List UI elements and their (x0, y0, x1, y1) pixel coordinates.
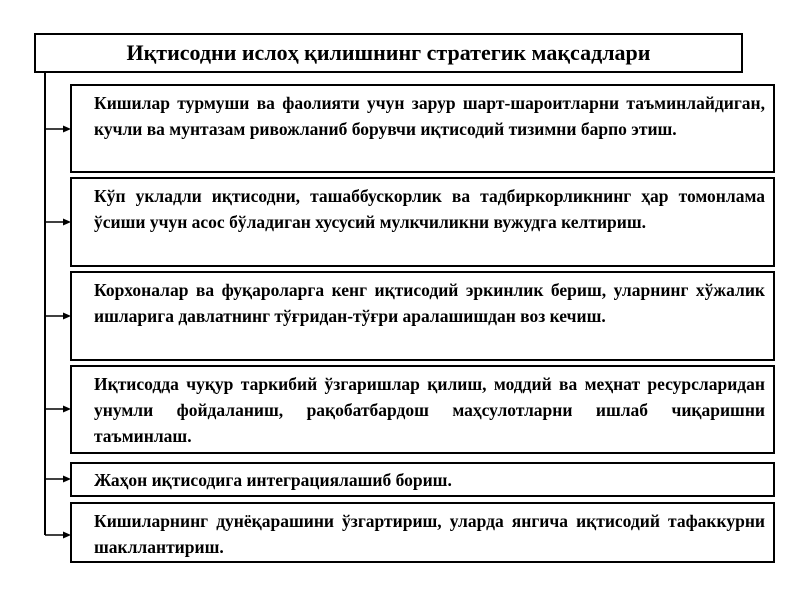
goal-box-1 (70, 84, 775, 173)
goal-text-6: Кишиларнинг дунёқарашини ўзгартириш, уларда янгича иқтисодий тафаккурни шакллантириш. (94, 511, 765, 557)
goal-text-5: Жаҳон иқтисодига интеграциялашиб бориш. (94, 470, 452, 490)
goal-text-2: Кўп укладли иқтисодни, ташаббускорлик ва тадбиркорликнинг ҳар томонлама ўсиши учун асос бўладиган хусусий мулкчиликни вужудга келтириш. (94, 186, 765, 232)
goal-text-4: Иқтисодда чуқур таркибий ўзгаришлар қилиш, моддий ва меҳнат ресурсларидан унумли фойдаланиш, рақобатбардош маҳсулотларни ишлаб чиқаришни таъминлаш. (94, 374, 765, 446)
goal-text-1: Кишилар турмуши ва фаолияти учун зарур шарт-шароитларни таъминлайдиган, кучли ва мунтазам ривожланиб борувчи иқтисодий тизимни барпо этиш. (94, 93, 765, 139)
goal-box-4 (70, 365, 775, 454)
arrow-to-item-3 (45, 313, 71, 320)
arrow-to-item-5 (45, 476, 71, 483)
diagram-title: Иқтисодни ислоҳ қилишнинг стратегик мақсадлари (34, 33, 743, 73)
arrow-to-item-6 (45, 532, 71, 539)
goal-box-2 (70, 177, 775, 267)
arrow-to-item-4 (45, 406, 71, 413)
arrow-to-item-2 (45, 219, 71, 226)
arrow-to-item-1 (45, 126, 71, 133)
goal-box-3 (70, 271, 775, 361)
goal-text-3: Корхоналар ва фуқароларга кенг иқтисодий эркинлик бериш, уларнинг хўжалик ишларига давлатнинг тўғридан-тўғри аралашишдан воз кечиш. (94, 280, 765, 326)
goal-box-5 (70, 462, 775, 497)
goal-box-6 (70, 502, 775, 563)
